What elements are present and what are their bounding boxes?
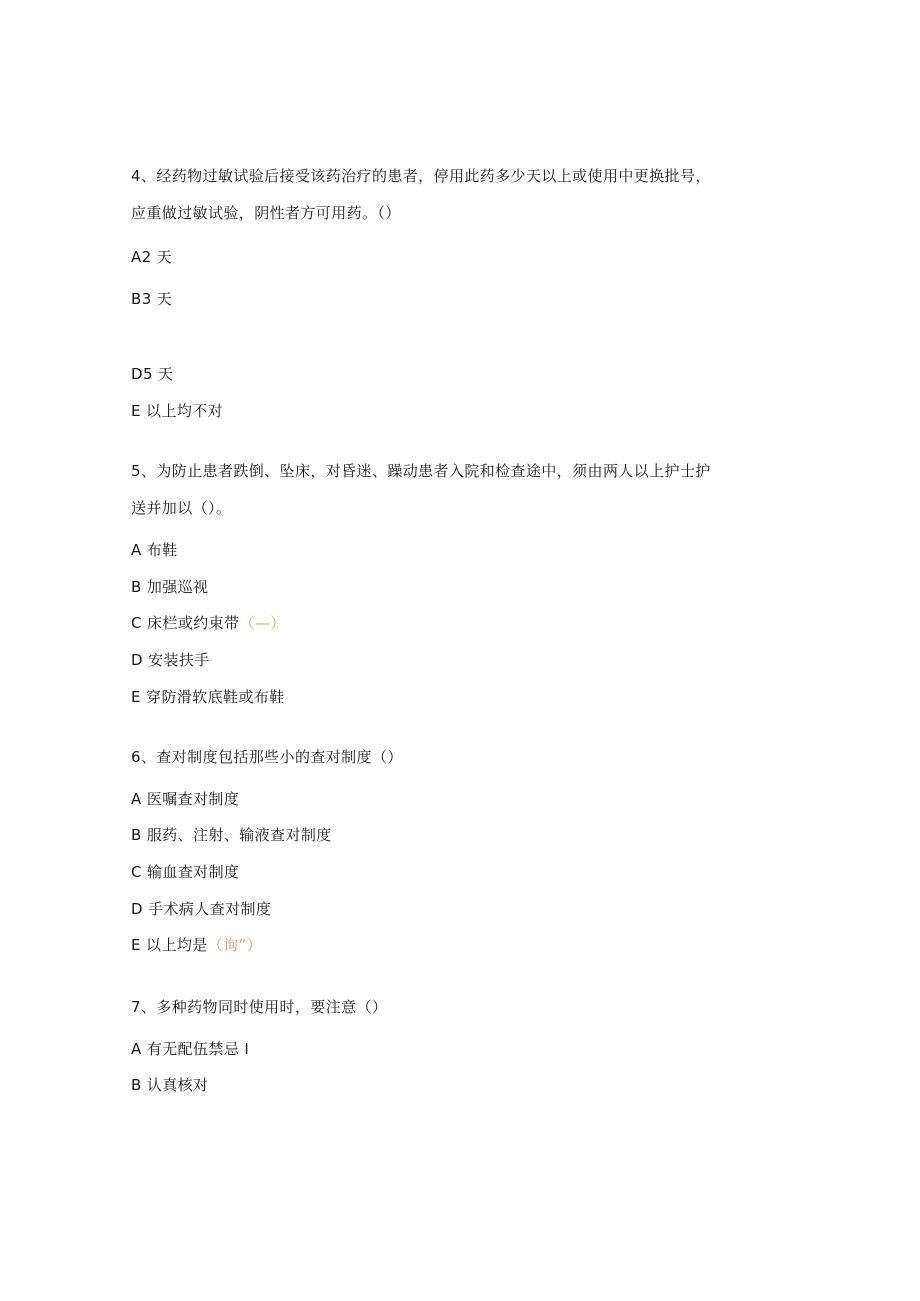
question-6-stem: 6、查对制度包括那些小的查对制度（） (131, 748, 403, 766)
question-7-stem: 7、多种药物同时使用时，要注意（） (131, 998, 388, 1016)
question-5-option-c (131, 613, 286, 633)
question-4-stem-line1: 4、经药物过敏试验后接受该药治疗的患者，停用此药多少天以上或使用中更换批号， (131, 167, 711, 185)
question-4-stem-line2: 应重做过敏试验，阴性者方可用药。（） (131, 204, 401, 222)
question-5-stem-line2: 送并加以（）。 (131, 499, 232, 517)
question-5-marked-answer: （—） (239, 614, 286, 632)
question-4-option-a: A2 天 (131, 248, 173, 266)
question-6-option-a: A 医嘱查对制度 (131, 790, 240, 808)
question-6-option-e-text: E 以上均是 (131, 936, 208, 954)
question-6-option-b: B 服药、注射、输液查对制度 (131, 826, 332, 844)
question-5-stem-line1: 5、为防止患者跌倒、坠床，对昏迷、躁动患者入院和检查途中，须由两人以上护士护 (131, 462, 711, 480)
question-6-marked-answer: （询“） (207, 936, 263, 954)
question-6-option-d: D 手术病人查对制度 (131, 900, 272, 918)
question-4-option-e: E 以上均不对 (131, 402, 224, 420)
question-6-option-c: C 输血查对制度 (131, 863, 240, 881)
question-5-option-a: A 布鞋 (131, 541, 178, 559)
question-5-option-d: D 安装扶手 (131, 651, 210, 669)
question-4-option-b: B3 天 (131, 290, 173, 308)
question-6-option-e (131, 935, 262, 955)
question-4-option-d: D5 天 (131, 365, 174, 383)
question-5-option-b: B 加强巡视 (131, 578, 209, 596)
question-5-option-e: E 穿防滑软底鞋或布鞋 (131, 688, 285, 706)
question-7-option-b: B 认真核对 (131, 1076, 209, 1094)
question-7-option-a: A 有无配伍禁忌 I (131, 1040, 250, 1058)
question-5-option-c-text: C 床栏或约束带 (131, 614, 240, 632)
